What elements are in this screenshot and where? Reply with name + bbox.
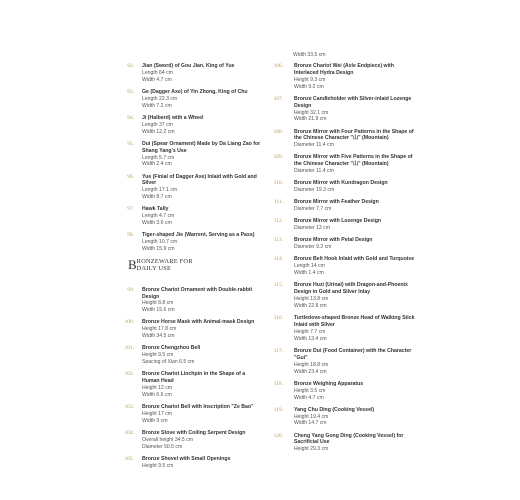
entry-dimension: Height 3.5 cm [294, 387, 326, 394]
entry-dimension: Width 8.7 cm [142, 194, 172, 201]
entry-dimension: Width 7.2 cm [142, 102, 172, 109]
entry-body [142, 115, 264, 136]
entry-number: 106. [273, 62, 283, 69]
entry-body [294, 237, 418, 251]
catalog-entry [273, 154, 418, 175]
entry-title: Jian (Sword) of Gou Jian, King of Yue [142, 63, 235, 69]
entry-body [142, 89, 264, 110]
entry-dimension: Diameter 50.5 cm [142, 443, 183, 450]
entry-dimension: Width 21.9 cm [294, 116, 327, 123]
entry-dimension: Spacing of Xian 6.5 cm [142, 359, 195, 366]
catalog-entry [273, 282, 418, 310]
entry-dimension: Height 13.8 cm [294, 296, 329, 303]
entry-body [294, 433, 418, 454]
entry-number: 120. [273, 432, 283, 439]
entry-body [142, 319, 264, 340]
entry-dimension: Length 10.7 cm [142, 239, 178, 246]
catalog-entry [124, 287, 264, 315]
entry-body [142, 345, 264, 366]
entry-title: Bronze Candleholder with Silver-inlaid Lozenge Design [294, 95, 412, 109]
entry-body [142, 174, 264, 202]
entry-dimension: Width 2.4 cm [142, 161, 172, 168]
entry-dimension: Length 37 cm [142, 121, 173, 128]
entry-title: Dui (Spear Ornament) Made by Da Liang Zao for Shang Yang's Use [142, 140, 261, 154]
entry-number: 94. [127, 114, 134, 121]
entry-number: 117. [273, 347, 283, 354]
entry-title: Bronze Stove with Coiling Serpent Design [142, 430, 246, 436]
entry-title: Hawk Tally [142, 206, 169, 213]
entry-title: Bronze Belt Hook Inlaid with Gold and Turquoise [294, 256, 415, 263]
entry-body [294, 218, 418, 232]
entry-body [294, 282, 418, 310]
catalog-entry [273, 63, 418, 91]
entry-title: Yue (Finial of Dagger Axe) Inlaid with Gold and Silver [142, 173, 257, 187]
section-title-line-2: DAILY USE [136, 265, 172, 273]
entry-number: 97. [127, 206, 134, 213]
catalog-entry [273, 237, 418, 251]
entry-title: Bronze Chariot Bell with Inscription "Ze Bao" [142, 404, 254, 411]
entry-number: 111. [273, 199, 283, 206]
entry-body [142, 206, 264, 227]
catalog-entry [124, 206, 264, 227]
catalog-entry [124, 141, 264, 169]
section-initial: B [128, 256, 137, 272]
entry-dimension: Width 1.4 cm [294, 270, 324, 277]
entry-dimension: Diameter 19.3 cm [294, 187, 335, 194]
entry-body [294, 381, 418, 402]
entry-dimension: Width 12.2 cm [142, 128, 175, 135]
entry-title: Bronze Dui (Food Container) with the Character "Gui" [294, 347, 412, 361]
entry-list-weapons [124, 63, 264, 253]
entry-body [294, 180, 418, 194]
entry-body [142, 287, 264, 315]
entry-dimension: Width 34.5 cm [142, 333, 175, 340]
entry-number: 95. [127, 140, 134, 147]
catalog-entry [273, 129, 418, 150]
entry-body [294, 63, 418, 91]
entry-title: Bronze Chariot Ornament with Double-rabbit Design [142, 286, 253, 300]
entry-dimension: Width 4.7 cm [142, 76, 172, 83]
entry-dimension: Diameter 7.7 cm [294, 206, 332, 213]
entry-list-daily-use [124, 287, 264, 470]
entry-title: Cheng Yang Gong Ding (Cooking Vessel) for Sacrificial Use [294, 432, 404, 446]
entry-dimension: Diameter 9.2 cm [294, 244, 332, 251]
entry-title: Bronze Huzi (Urinal) with Dragon-and-Phoenix Design in Gold and Silver Inlay [294, 282, 408, 296]
catalog-entry [124, 89, 264, 110]
entry-dimension: Length 17.1 cm [142, 187, 178, 194]
catalog-entry [273, 407, 418, 428]
entry-title: Bronze Horse Mask with Animal-mask Design [142, 319, 255, 326]
entry-dimension: Height 18.8 cm [294, 361, 329, 368]
entry-title: Tiger-shaped Jie (Warrent, Serving as a Pass) [142, 232, 255, 239]
entry-dimension: Width 23.4 cm [294, 368, 327, 375]
entry-title: Turtledove-shaped Bronze Head of Walking Stick Inlaid with Silver [294, 315, 415, 328]
entry-number: 108. [273, 128, 283, 135]
entry-dimension: Height 9.3 cm [294, 76, 326, 83]
entry-number: 114. [273, 256, 283, 263]
catalog-entry [273, 433, 418, 454]
entry-dimension: Width 6.6 cm [142, 392, 172, 398]
catalog-entry [273, 348, 418, 376]
entry-number: 105. [124, 455, 134, 462]
entry-dimension: Height 12 cm [142, 385, 173, 392]
catalog-entry [124, 174, 264, 202]
entry-title: Yang Chu Ding (Cooking Vessel) [294, 406, 375, 413]
entry-number: 110. [273, 180, 283, 187]
catalog-entry [273, 256, 418, 277]
entry-number: 116. [273, 315, 283, 322]
catalog-entry [124, 456, 264, 470]
entry-title: Bronze Mirror with Lozenge Design [294, 218, 382, 225]
entry-dimension: Length 64 cm [142, 69, 173, 76]
catalog-entry [273, 315, 418, 343]
entry-dimension: Width 3.6 cm [142, 220, 172, 227]
entry-body [142, 404, 264, 425]
entry-number: 100. [124, 319, 134, 326]
entry-dimension: Diameter 11.4 cm [294, 168, 334, 175]
entry-number: 92. [127, 63, 134, 69]
entry-body [294, 96, 418, 124]
entry-dimension: Height 9.5 cm [142, 352, 174, 359]
entry-list-right [273, 63, 418, 453]
entry-body [142, 456, 264, 470]
entry-number: 104. [124, 430, 134, 436]
entry-dimension: Diameter 13 cm [294, 225, 330, 232]
entry-body [142, 232, 264, 253]
entry-body [294, 129, 418, 150]
catalog-entry [124, 371, 264, 399]
catalog-entry [273, 96, 418, 124]
entry-number: 113. [273, 237, 283, 244]
catalog-entry [273, 381, 418, 402]
entry-dimension: Length 14 cm [294, 263, 325, 270]
entry-dimension: Width 13.4 cm [294, 335, 327, 342]
left-column [124, 63, 264, 475]
entry-title: Bronze Mirror with Petal Design [294, 237, 373, 244]
entry-title: Ji (Halberd) with a Wheel [142, 114, 204, 121]
entry-title: Bronze Mirror with Kundragon Design [294, 180, 388, 187]
entry-dimension: Length 4.7 cm [142, 213, 175, 220]
entry-number: 109. [273, 154, 283, 161]
entry-number: 107. [273, 95, 283, 102]
entry-title: Bronze Chengzhou Bell [142, 345, 201, 352]
entry-number: 99. [127, 286, 134, 293]
entry-number: 115. [273, 282, 283, 289]
entry-body [142, 141, 264, 169]
entry-number: 96. [127, 173, 134, 180]
entry-dimension: Length 22.3 cm [142, 95, 178, 102]
entry-title: Bronze Chariot Linchpin in the Shape of a Human Head [142, 371, 246, 385]
catalog-entry [273, 180, 418, 194]
entry-dimension: Overall height 34.5 cm [142, 436, 193, 443]
section-heading [128, 256, 264, 273]
entry-body [142, 371, 264, 399]
entry-dimension: Width 9 cm [142, 417, 168, 424]
entry-number: 119. [273, 406, 283, 413]
entry-title: Bronze Shovel with Small Openings [142, 455, 231, 462]
catalog-entry [124, 345, 264, 366]
entry-number: 103. [124, 404, 134, 411]
continued-dimension: Width 33.5 cm [293, 52, 326, 58]
entry-dimension: Height 17.8 cm [142, 326, 177, 333]
entry-body [294, 407, 418, 428]
entry-body [294, 199, 418, 213]
entry-dimension: Height 17 cm [142, 411, 173, 417]
entry-dimension: Width 14.7 cm [294, 420, 327, 427]
entry-title: Bronze Weighing Apparatus [294, 380, 364, 387]
catalog-entry [124, 430, 264, 451]
entry-number: 102. [124, 371, 134, 378]
catalog-entry [124, 63, 264, 84]
entry-body [294, 256, 418, 277]
entry-body [294, 315, 418, 343]
entry-dimension: Height 8.8 cm [142, 300, 174, 307]
entry-title: Ge (Dagger Axe) of Yin Zhong, King of Chu [142, 88, 248, 95]
entry-dimension: Diameter 11.4 cm [294, 142, 334, 149]
entry-number: 118. [273, 380, 283, 387]
entry-body [142, 63, 264, 84]
entry-title: Bronze Mirror with Five Patterns in the Shape of the Chinese Character "山" (Mountain) [294, 154, 413, 168]
entry-dimension: Height 32.1 cm [294, 109, 329, 116]
entry-dimension: Length 5.7 cm [142, 154, 175, 161]
entry-dimension: Width 15.9 cm [142, 246, 175, 253]
entry-number: 98. [127, 232, 134, 239]
entry-body [294, 154, 418, 175]
entry-title: Bronze Chariot Wei (Axle Endpiece) with Interlaced Hydra Design [294, 62, 394, 76]
entry-dimension: Width 4.7 cm [294, 394, 324, 401]
catalog-entry [124, 404, 264, 425]
entry-number: 93. [127, 88, 134, 95]
entry-dimension: Height 7.7 cm [294, 328, 326, 335]
catalog-entry [124, 319, 264, 340]
entry-dimension: Width 22.8 cm [294, 302, 327, 309]
catalog-entry [124, 115, 264, 136]
section-title [137, 259, 193, 273]
entry-title: Bronze Mirror with Four Patterns in the Shape of the Chinese Character "山" (Mountain) [294, 128, 414, 142]
section-title-line-1: RONZEWARE FOR [136, 258, 193, 266]
entry-dimension: Height 19.4 cm [294, 413, 329, 420]
entry-dimension: Width 15.6 cm [142, 307, 175, 314]
catalog-entry [273, 218, 418, 232]
entry-dimension: Width 9.2 cm [294, 83, 324, 90]
entry-title: Bronze Mirror with Feather Design [294, 199, 379, 206]
entry-dimension: Height 29.3 cm [294, 446, 329, 453]
entry-number: 101. [124, 345, 134, 352]
catalog-entry [124, 232, 264, 253]
right-column [273, 52, 418, 458]
entry-number: 112. [273, 218, 283, 225]
catalog-entry [273, 199, 418, 213]
entry-body [142, 430, 264, 451]
entry-dimension: Height 9.5 cm [142, 462, 174, 469]
entry-body [294, 348, 418, 376]
